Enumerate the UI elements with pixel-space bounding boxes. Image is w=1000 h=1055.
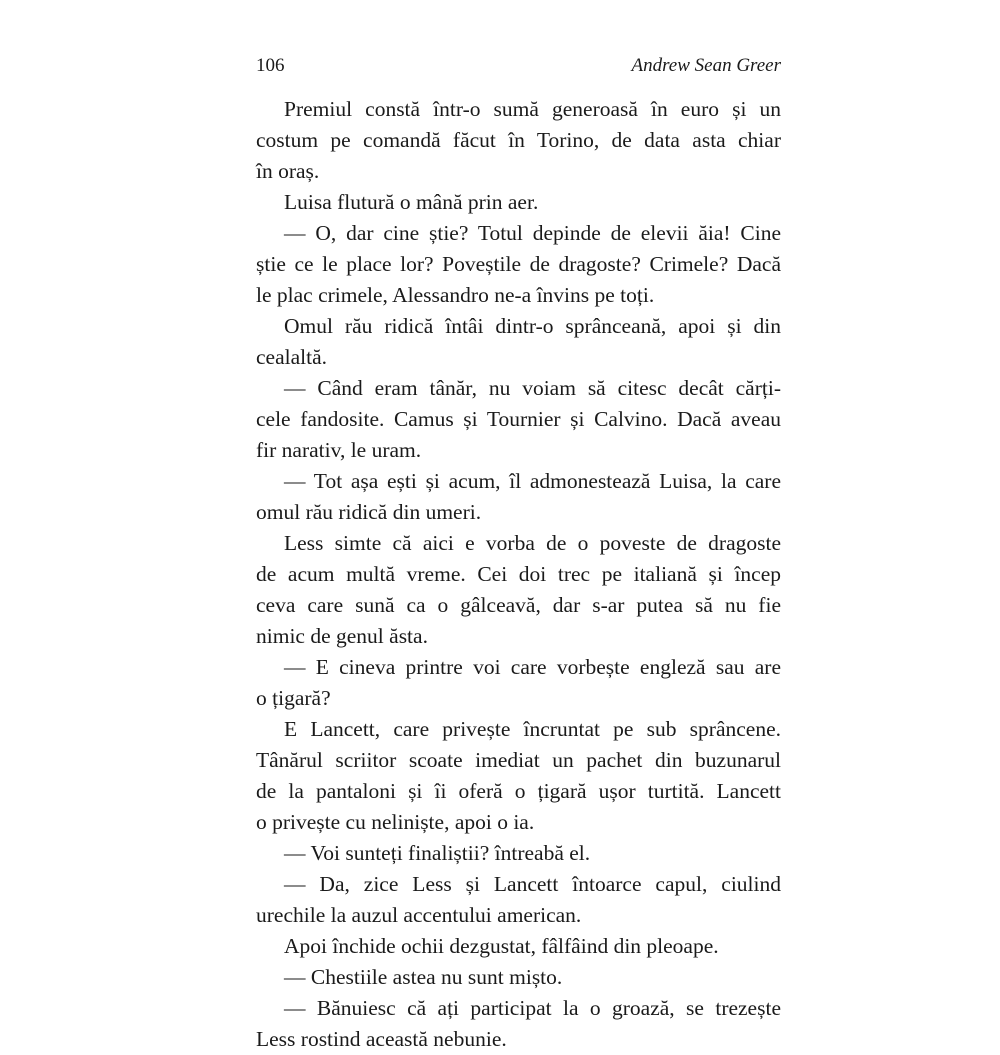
text-line: — Voi sunteți finaliștii? întreabă el. [284, 841, 591, 865]
text-line: în oraș. [256, 159, 320, 183]
text-line: de acum multă vreme. Cei doi trec pe italiană și încep [256, 562, 781, 586]
text-line: Omul rău ridică întâi dintr-o sprânceană, apoi și din [284, 314, 781, 338]
text-line: — Da, zice Less și Lancett întoarce capul, ciulind [284, 872, 781, 896]
text-line: E Lancett, care privește încruntat pe sub sprâncene. [284, 717, 781, 741]
book-author: Andrew Sean Greer [631, 55, 781, 76]
text-line: Less rostind această nebunie. [256, 1027, 507, 1051]
text-line: o privește cu neliniște, apoi o ia. [256, 810, 535, 834]
text-line: — Când eram tânăr, nu voiam să citesc decât cărți- [284, 376, 781, 400]
text-line: costum pe comandă făcut în Torino, de data asta chiar [256, 128, 781, 152]
text-line: — E cineva printre voi care vorbește engleză sau are [284, 655, 781, 679]
text-line: Less simte că aici e vorba de o poveste de dragoste [284, 531, 781, 555]
text-line: — Bănuiesc că ați participat la o groază, se trezește [284, 996, 781, 1020]
text-line: urechile la auzul accentului american. [256, 903, 582, 927]
text-line: — Tot așa ești și acum, îl admonestează Luisa, la care [284, 469, 781, 493]
text-line: ceva care sună ca o gâlceavă, dar s-ar putea să nu fie [256, 593, 781, 617]
text-line: Tânărul scriitor scoate imediat un pachet din buzunarul [256, 748, 781, 772]
body-text [256, 94, 781, 1055]
text-line: Luisa flutură o mână prin aer. [284, 190, 539, 214]
text-line: omul rău ridică din umeri. [256, 500, 482, 524]
text-line: — O, dar cine știe? Totul depinde de elevii ăia! Cine [284, 221, 781, 245]
text-line: cealaltă. [256, 345, 328, 369]
text-line: Apoi închide ochii dezgustat, fâlfâind din pleoape. [284, 934, 719, 958]
text-line: Premiul constă într-o sumă generoasă în euro și un [284, 97, 781, 121]
text-line: de la pantaloni și îi oferă o țigară ușor turtită. Lancett [256, 779, 781, 803]
running-header [256, 52, 781, 80]
text-line: cele fandosite. Camus și Tournier și Calvino. Dacă aveau [256, 407, 781, 431]
text-line: nimic de genul ăsta. [256, 624, 428, 648]
text-line: le plac crimele, Alessandro ne-a învins pe toți. [256, 283, 655, 307]
text-line: știe ce le place lor? Poveștile de dragoste? Crimele? Dacă [256, 252, 781, 276]
page-number: 106 [256, 55, 285, 76]
text-line: o țigară? [256, 686, 331, 710]
text-line: — Chestiile astea nu sunt mișto. [284, 965, 563, 989]
text-line: fir narativ, le uram. [256, 438, 422, 462]
